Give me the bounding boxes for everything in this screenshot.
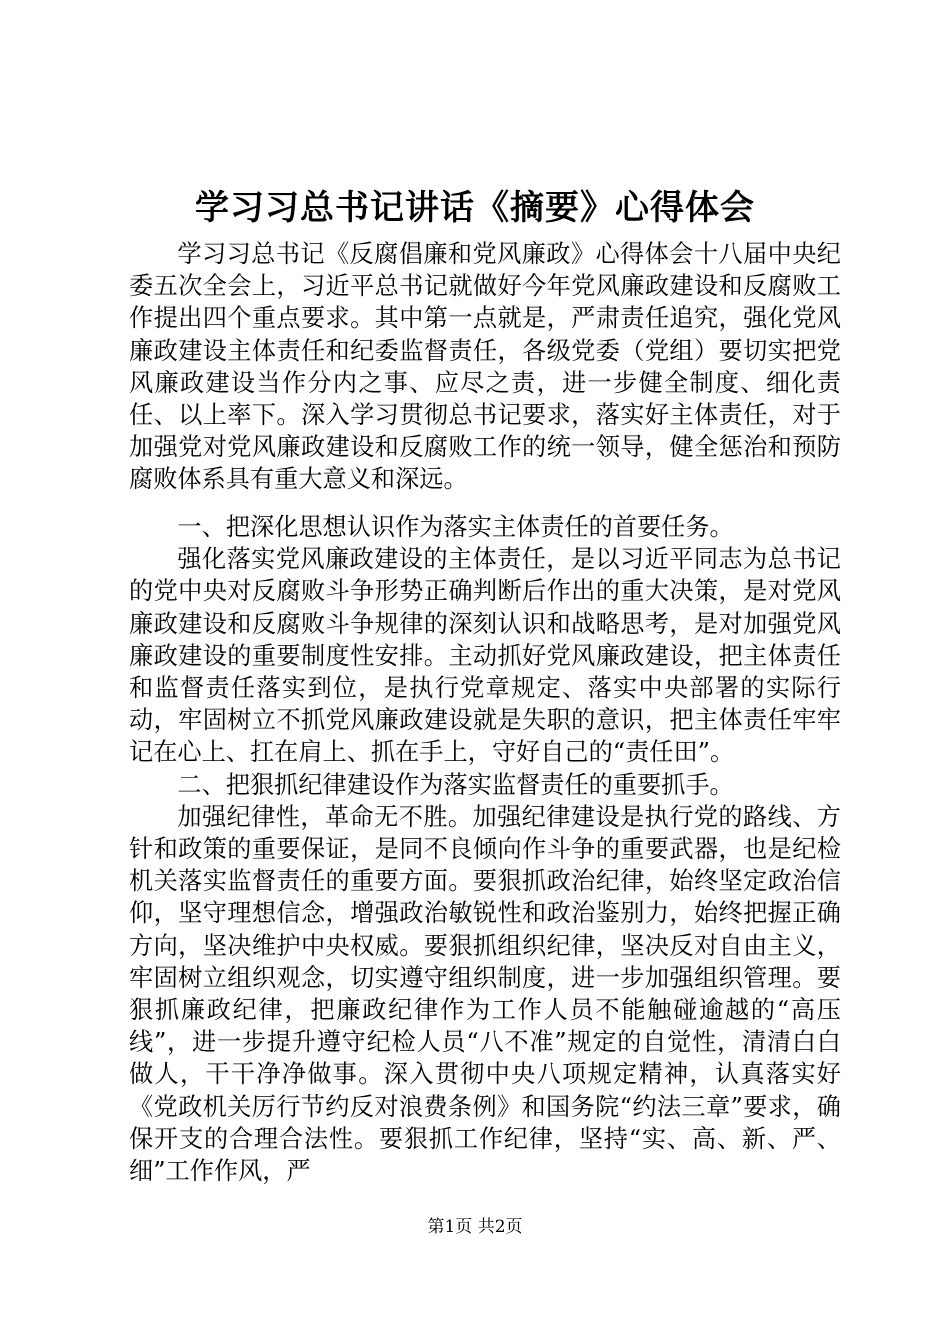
section-1-heading: 一、把深化思想认识作为落实主体责任的首要任务。: [177, 513, 734, 541]
sections-block: [129, 511, 841, 1187]
document-title: 学习习总书记讲话《摘要》心得体会: [195, 188, 755, 228]
section-2-heading: 二、把狠抓纪律建设作为落实监督责任的重要抓手。: [177, 770, 734, 799]
section-1-paragraph: 强化落实党风廉政建设的主体责任，是以习近平同志为总书记的党中央对反腐败斗争形势正确判断后作出的重大决策，是对党风廉政建设和反腐败斗争规律的深刻认识和战略思考，是对加强党风廉政建设的重要制度性安排。主动抓好党风廉政建设，把主体责任和监督责任落实到位，是执行党章规定、落实中央部署的实际行动，牢固树立不抓党风廉政建设就是失职的意识，把主体责任牢牢记在心上、扛在肩上、抓在手上，守好自己的“责任田”。: [129, 545, 841, 767]
page-footer: [0, 1215, 950, 1239]
page-number: 第1页 共2页: [427, 1217, 523, 1237]
intro-block: [129, 238, 841, 496]
intro-paragraph: 学习习总书记《反腐倡廉和党风廉政》心得体会十八届中央纪委五次全会上，习近平总书记就做好今年党风廉政建设和反腐败工作提出四个重点要求。其中第一点就是，严肃责任追究，强化党风廉政建设主体责任和纪委监督责任，各级党委（党组）要切实把党风廉政建设当作分内之事、应尽之责，进一步健全制度、细化责任、以上率下。深入学习贯彻总书记要求，落实好主体责任，对于加强党对党风廉政建设和反腐败工作的统一领导，健全惩治和预防腐败体系具有重大意义和深远。: [129, 240, 841, 494]
section-2-paragraph: 加强纪律性，革命无不胜。加强纪律建设是执行党的路线、方针和政策的重要保证，是同不良倾向作斗争的重要武器，也是纪检机关落实监督责任的重要方面。要狠抓政治纪律，始终坚定政治信仰，坚守理想信念，增强政治敏锐性和政治鉴别力，始终把握正确方向，坚决维护中央权威。要狠抓组织纪律，坚决反对自由主义，牢固树立组织观念，切实遵守组织制度，进一步加强组织管理。要狠抓廉政纪律，把廉政纪律作为工作人员不能触碰逾越的“高压线”，进一步提升遵守纪检人员“八不准”规定的自觉性，清清白白做人，干干净净做事。深入贯彻中央八项规定精神，认真落实好《党政机关厉行节约反对浪费条例》和国务院“约法三章”要求，确保开支的合理合法性。要狠抓工作纪律，坚持“实、高、新、严、细”工作作风，严: [129, 802, 841, 1186]
